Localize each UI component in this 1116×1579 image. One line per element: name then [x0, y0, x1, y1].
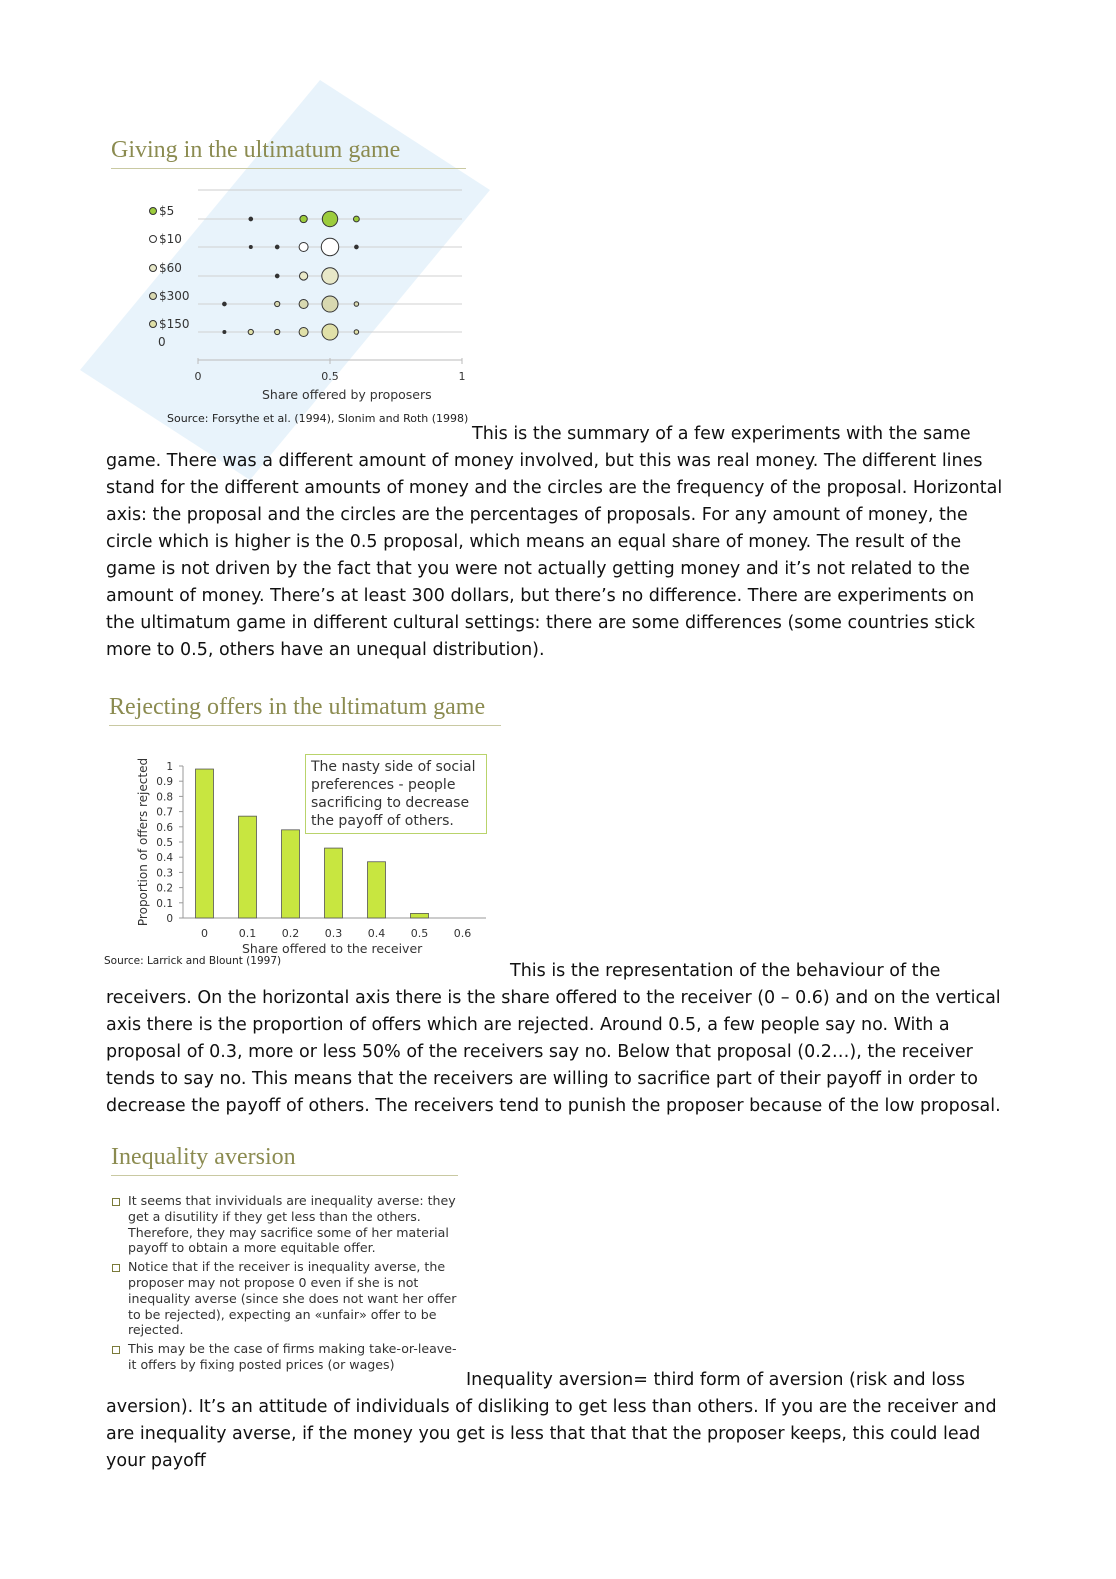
data-point: [299, 242, 308, 251]
data-point: [248, 329, 253, 334]
bar: [239, 816, 257, 918]
data-point: [354, 302, 359, 307]
y-axis-label: Proportion of offers rejected: [136, 757, 150, 927]
legend-marker: [150, 293, 157, 300]
zero-label: 0: [158, 335, 166, 349]
paragraph3-body: aversion). It’s an attitude of individuals of disliking to get less than others. If you are the receiver and are inequality averse, if the money you get is less that that that the proposer keeps, this could lead your payoff: [106, 1397, 997, 1471]
figure1-title: Giving in the ultimatum game: [111, 137, 466, 169]
data-point: [223, 302, 227, 306]
data-point: [300, 215, 307, 222]
x-tick-label: 0.3: [324, 927, 343, 940]
x-tick-label: 0: [194, 370, 202, 383]
data-point: [321, 238, 338, 255]
x-tick-label: 0.5: [321, 370, 339, 383]
figure2-xlabel: Share offered to the receiver: [242, 941, 423, 956]
y-tick-label: 0.1: [156, 897, 173, 910]
y-tick-label: 0.2: [156, 882, 173, 895]
data-point: [355, 245, 359, 249]
paragraph1-lead: This is the summary of a few experiments with the same game.: [106, 424, 971, 471]
data-point: [322, 296, 338, 312]
data-point: [353, 216, 359, 222]
data-point: [299, 299, 308, 308]
x-tick-label: 0.1: [238, 927, 257, 940]
paragraph2: [106, 958, 1006, 1120]
data-point: [322, 211, 337, 226]
giving-chart: [106, 180, 486, 420]
figure1-source: Source: Forsythe et al. (1994), Slonim and Roth (1998): [167, 412, 469, 425]
data-point: [299, 327, 308, 336]
legend-label: $150: [159, 317, 190, 331]
list-item: It seems that invividuals are inequality averse: they get a disutility if they get less than the others. Therefore, they may sacrifice some of her material payoff to obtain a more equitable offer.: [106, 1193, 461, 1256]
data-point: [223, 331, 226, 334]
data-point: [249, 217, 253, 221]
data-point: [275, 245, 279, 249]
x-tick-label: 1: [458, 370, 466, 383]
y-tick-label: 0.4: [156, 852, 173, 865]
paragraph1-body: There was a different amount of money involved, but this was real money. The different lines stand for the different amounts of money and the circles are the frequency of the proposal. Horizontal axis: the proposal and the circles are the percentages of proposals. For any amount of money, the circle which is higher is the 0.5 proposal, which means an equal share of money. The result of the game is not driven by the fact that you were not actually getting money and it’s not related to the amount of money. There’s at least 300 dollars, but there’s no difference. There are experiments on the ultimatum game in different cultural settings: there are some differences (some countries stick more to 0.5, others have an unequal distribution).: [106, 451, 1003, 660]
legend-label: $5: [159, 204, 175, 218]
legend-marker: [150, 208, 157, 215]
figure3-title: Inequality aversion: [111, 1144, 458, 1176]
list-item: This may be the case of firms making take-or-leave-it offers by fixing posted prices (or wages): [106, 1341, 461, 1373]
bar: [368, 862, 386, 918]
bar: [196, 769, 214, 918]
x-tick-label: 0.5: [410, 927, 429, 940]
list-item: Notice that if the receiver is inequality averse, the proposer may not propose 0 even if she is not inequality averse (since she does not want her offer to be rejected), expecting an «unfair» offer to be rejected.: [106, 1259, 461, 1338]
square-bullet-icon: [112, 1346, 120, 1354]
legend-label: $300: [159, 289, 190, 303]
data-point: [249, 246, 252, 249]
data-point: [299, 272, 307, 280]
legend-label: $10: [159, 232, 182, 246]
data-point: [354, 330, 359, 335]
x-tick-label: 0.4: [367, 927, 386, 940]
y-tick-label: 0.7: [156, 806, 173, 819]
paragraph2-lead: This is the representation of the behaviour of the: [510, 961, 941, 981]
paragraph3-lead: Inequality aversion= third form of aversion (risk and loss: [466, 1370, 966, 1390]
legend-label: $60: [159, 261, 182, 275]
bar: [282, 830, 300, 918]
legend-marker: [150, 321, 157, 328]
square-bullet-icon: [112, 1264, 120, 1272]
data-point: [322, 324, 338, 340]
bullet-list: [106, 1193, 461, 1376]
legend-marker: [150, 265, 157, 272]
y-tick-label: 0.3: [156, 867, 173, 880]
callout-box: The nasty side of social preferences - people sacrificing to decrease the payoff of others.: [305, 754, 487, 834]
x-tick-label: 0.2: [281, 927, 300, 940]
bar: [325, 848, 343, 918]
bar: [411, 913, 429, 918]
data-point: [275, 301, 280, 306]
square-bullet-icon: [112, 1198, 120, 1206]
y-tick-label: 0.9: [156, 776, 173, 789]
data-point: [275, 329, 280, 334]
y-tick-label: 1: [166, 761, 173, 773]
paragraph2-body: receivers. On the horizontal axis there is the share offered to the receiver (0 – 0.6) and on the vertical axis there is the proportion of offers which are rejected. Around 0.5, a few people say no. With a proposal of 0.3, more or less 50% of the receivers say no. Below that proposal (0.2…), the receiver tends to say no. This means that the receivers are willing to sacrifice part of their payoff in order to decrease the payoff of others. The receivers tend to punish the proposer because of the low proposal.: [106, 988, 1001, 1116]
paragraph3: [106, 1367, 1006, 1475]
figure2-title: Rejecting offers in the ultimatum game: [109, 694, 501, 726]
x-tick-label: 0: [201, 927, 208, 940]
figure1-xlabel: Share offered by proposers: [262, 387, 432, 402]
data-point: [322, 268, 338, 284]
legend-marker: [150, 236, 157, 243]
y-tick-label: 0.6: [156, 821, 173, 834]
figure2-source: Source: Larrick and Blount (1997): [104, 955, 282, 967]
x-tick-label: 0.6: [453, 927, 472, 940]
y-tick-label: 0.8: [156, 791, 173, 804]
y-tick-label: 0.5: [156, 837, 173, 849]
paragraph1: [106, 421, 1006, 664]
y-tick-label: 0: [166, 913, 173, 925]
data-point: [275, 274, 279, 278]
